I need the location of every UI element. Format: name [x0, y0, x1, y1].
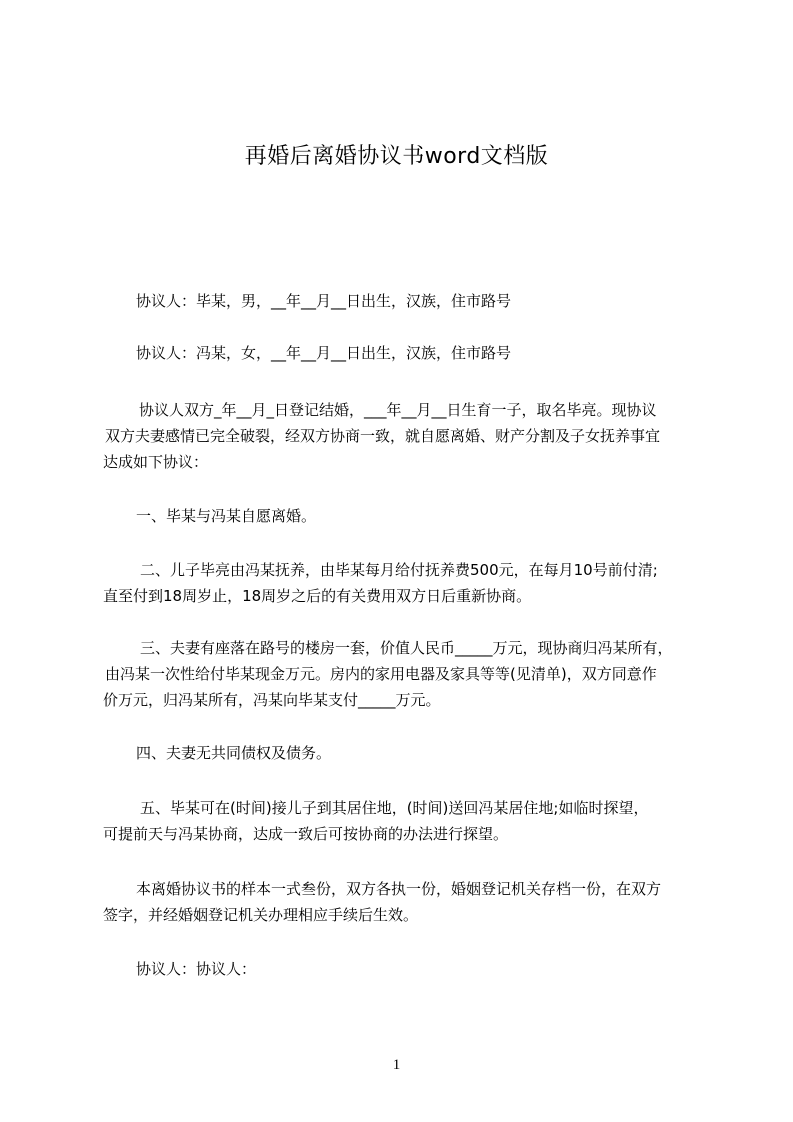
party-2: 协议人：冯某，女，__年__月__日出生，汉族，住市路号 — [136, 344, 512, 362]
page-number: 1 — [392, 1057, 401, 1073]
clause-2 — [103, 557, 703, 609]
clause-3-line: 三、夫妻有座落在路号的楼房一套，价值人民币_____万元，现协商归冯某所有， — [140, 639, 673, 657]
closing-paragraph — [103, 876, 703, 928]
clause-5-line: 五、毕某可在(时间)接儿子到其居住地，(时间)送回冯某居住地;如临时探望， — [140, 799, 649, 817]
signature-line: 协议人：协议人： — [136, 960, 257, 978]
party-1: 协议人：毕某，男，__年__月__日出生，汉族，住市路号 — [136, 292, 512, 310]
clause-4: 四、夫妻无共同债权及债务。 — [136, 744, 332, 762]
intro-line: 双方夫妻感情已完全破裂，经双方协商一致，就自愿离婚、财产分割及子女抚养事宜 — [105, 427, 661, 445]
clause-5-line: 可提前天与冯某协商，达成一致后可按协商的办法进行探望。 — [103, 825, 509, 843]
clause-3-line: 由冯某一次性给付毕某现金万元。房内的家用电器及家具等等(见清单)，双方同意作 — [105, 665, 657, 683]
closing-line: 本离婚协议书的样本一式叁份，双方各执一份，婚姻登记机关存档一份，在双方 — [136, 880, 662, 898]
clause-5 — [103, 795, 703, 847]
clause-3-line: 价万元，归冯某所有，冯某向毕某支付_____万元。 — [103, 691, 441, 709]
intro-line: 达成如下协议： — [103, 453, 209, 471]
document-title: 再婚后离婚协议书word文档版 — [244, 144, 549, 169]
clause-2-line: 直至付到18周岁止，18周岁之后的有关费用双方日后重新协商。 — [103, 587, 532, 605]
clause-1: 一、毕某与冯某自愿离婚。 — [136, 507, 317, 525]
intro-paragraph — [103, 397, 703, 475]
clause-2-line: 二、儿子毕亮由冯某抚养，由毕某每月给付抚养费500元，在每月10号前付清; — [140, 561, 658, 579]
intro-line: 协议人双方_年__月_日登记结婚，___年__月__日生育一子，取名毕亮。现协议 — [139, 401, 657, 419]
clause-3 — [103, 635, 703, 713]
closing-line: 签字，并经婚姻登记机关办理相应手续后生效。 — [103, 906, 419, 924]
